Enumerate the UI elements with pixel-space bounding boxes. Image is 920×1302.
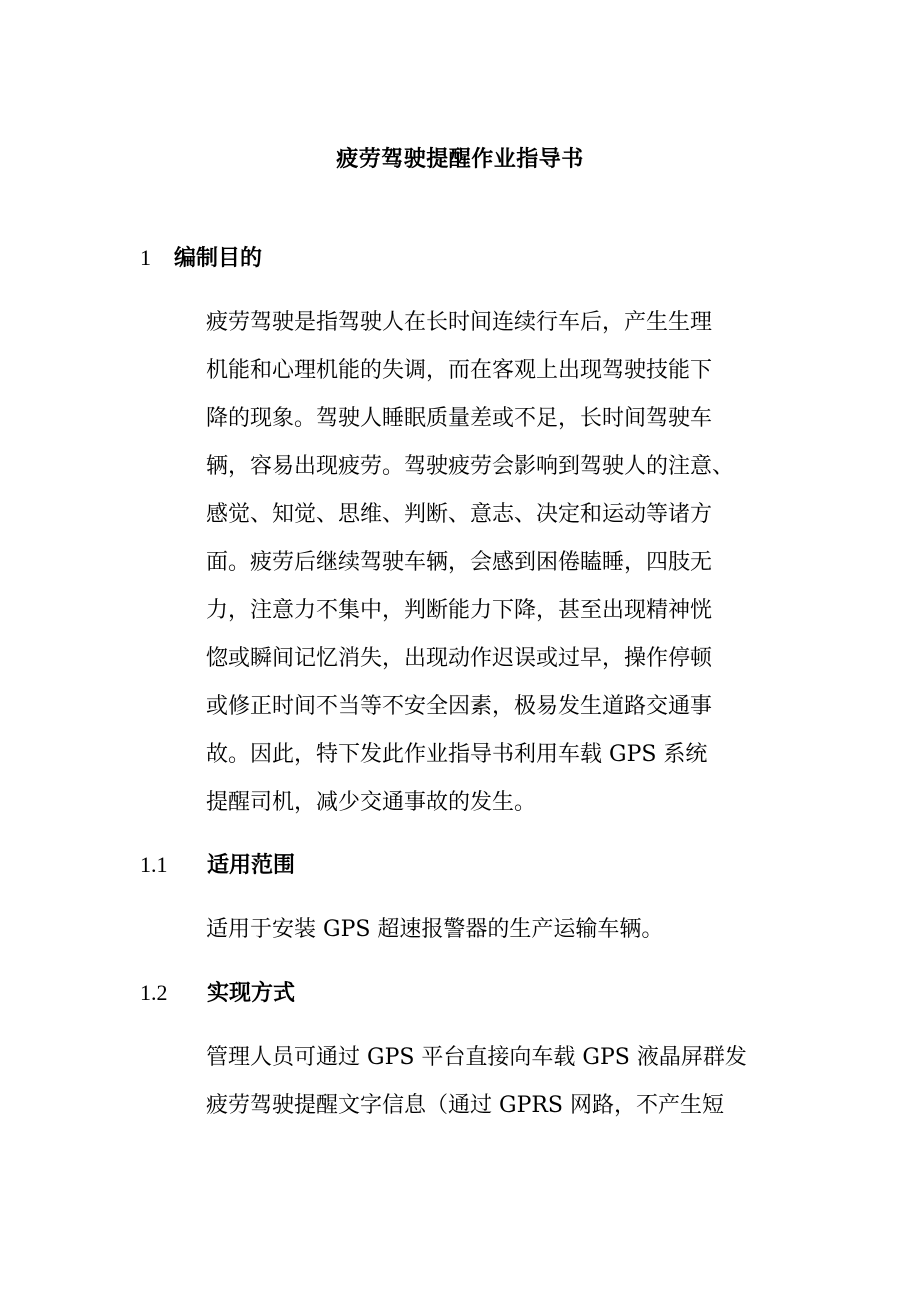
section-1-1-title: 适用范围: [207, 853, 296, 878]
paragraph-line: 提醒司机，减少交通事故的发生。: [206, 790, 537, 815]
section-1-1-number: 1.1: [140, 852, 168, 877]
paragraph-line: 力，注意力不集中，判断能力下降，甚至出现精神恍: [206, 598, 713, 623]
section-1-title: 编制目的: [174, 246, 263, 271]
section-1-2-heading: [140, 978, 295, 1009]
section-1-2-title: 实现方式: [207, 981, 296, 1006]
paragraph-line: 惚或瞬间记忆消失，出现动作迟误或过早，操作停顿: [206, 646, 713, 671]
paragraph-line: 管理人员可通过 GPS 平台直接向车载 GPS 液晶屏群发: [206, 1045, 747, 1070]
section-1-heading: [140, 243, 262, 274]
section-1-1-body: [206, 906, 663, 954]
paragraph-line: 机能和心理机能的失调，而在客观上出现驾驶技能下: [206, 358, 713, 383]
paragraph-line: 感觉、知觉、思维、判断、意志、决定和运动等诸方: [206, 502, 713, 527]
paragraph-line: 疲劳驾驶是指驾驶人在长时间连续行车后，产生生理: [206, 310, 713, 335]
section-1-body: [206, 299, 734, 827]
document-title: 疲劳驾驶提醒作业指导书: [336, 147, 584, 172]
section-1-1-heading: [140, 850, 295, 881]
paragraph-line: 面。疲劳后继续驾驶车辆，会感到困倦瞌睡，四肢无: [206, 550, 713, 575]
paragraph-line: 降的现象。驾驶人睡眠质量差或不足，长时间驾驶车: [206, 406, 713, 431]
section-1-number: 1: [140, 245, 151, 270]
paragraph-line: 适用于安装 GPS 超速报警器的生产运输车辆。: [206, 917, 664, 942]
paragraph-line: 或修正时间不当等不安全因素，极易发生道路交通事: [206, 694, 713, 719]
paragraph-line: 辆，容易出现疲劳。驾驶疲劳会影响到驾驶人的注意、: [206, 454, 735, 479]
paragraph-line: 故。因此，特下发此作业指导书利用车载 GPS 系统: [206, 742, 708, 767]
section-1-2-number: 1.2: [140, 980, 168, 1005]
paragraph-line: 疲劳驾驶提醒文字信息（通过 GPRS 网路，不产生短: [206, 1093, 725, 1118]
section-1-2-body: [206, 1034, 747, 1130]
